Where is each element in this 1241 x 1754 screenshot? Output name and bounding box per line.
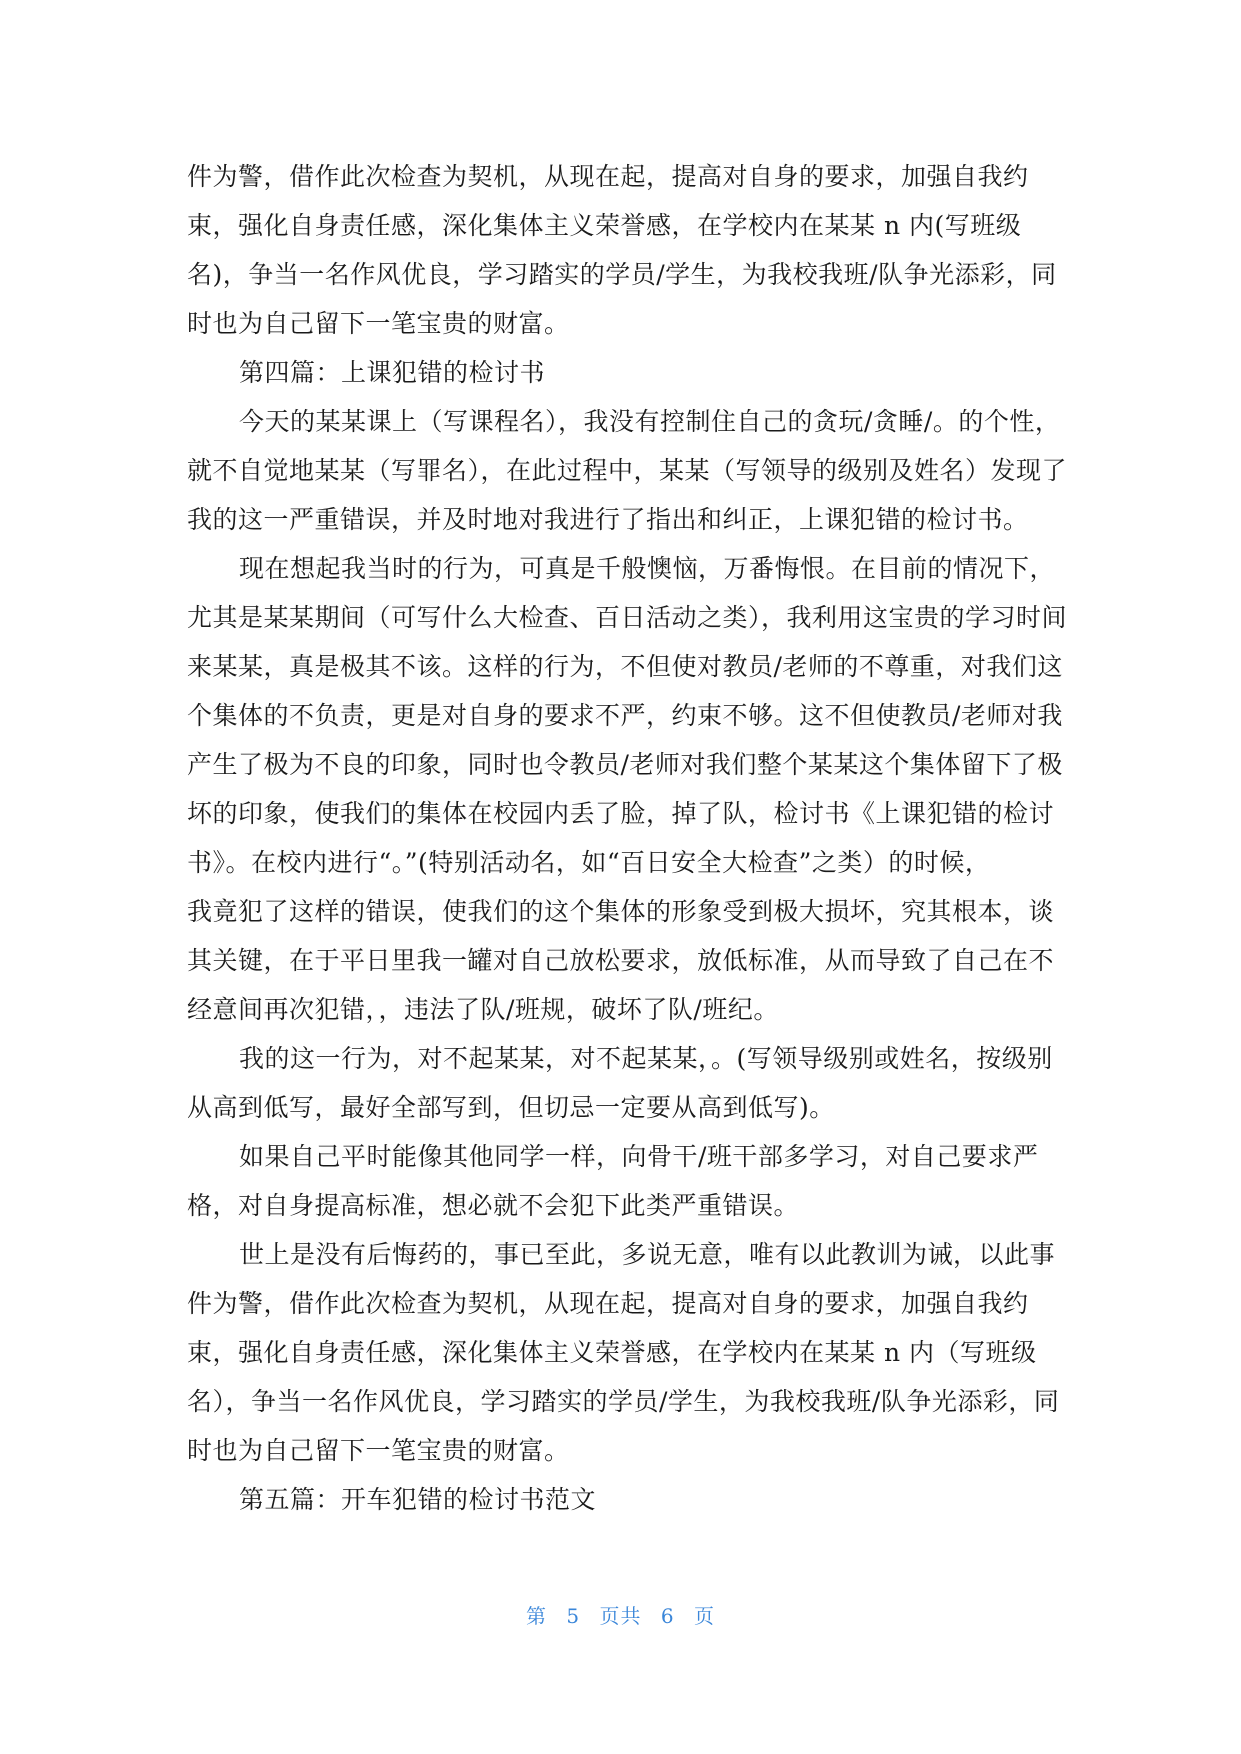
footer-middle: 页共 <box>599 1604 642 1628</box>
text-line: 经意间再次犯错，，违法了队/班规，破坏了队/班纪。 <box>187 995 779 1024</box>
text-line: 从高到低写，最好全部写到，但切忌一定要从高到低写)。 <box>187 1093 835 1122</box>
page-footer <box>0 1600 1241 1629</box>
footer-current-page: 5 <box>566 1604 581 1628</box>
text-line: 我的这一行为，对不起某某，对不起某某，。(写领导级别或姓名，按级别 <box>239 1044 1053 1073</box>
text-line: 时也为自己留下一笔宝贵的财富。 <box>187 309 570 338</box>
text-line: 来某某，真是极其不该。这样的行为，不但使对教员/老师的不尊重，对我们这 <box>187 652 1063 681</box>
text-line: 名)，争当一名作风优良，学习踏实的学员/学生，为我校我班/队争光添彩，同 <box>187 260 1057 289</box>
text-line: 束，强化自身责任感，深化集体主义荣誉感，在学校内在某某 n 内（写班级 <box>187 1338 1037 1367</box>
text-line: 我竟犯了这样的错误，使我们的这个集体的形象受到极大损坏，究其根本，谈 <box>187 897 1055 926</box>
text-line: 第四篇：上课犯错的检讨书 <box>239 358 546 387</box>
text-line: 世上是没有后悔药的，事已至此，多说无意，唯有以此教训为诫，以此事 <box>239 1240 1056 1269</box>
text-line: 个集体的不负责，更是对自身的要求不严，约束不够。这不但使教员/老师对我 <box>187 701 1063 730</box>
document-body <box>187 152 1068 1524</box>
text-line: 名），争当一名作风优良，学习踏实的学员/学生，为我校我班/队争光添彩，同 <box>187 1387 1060 1416</box>
text-line: 束，强化自身责任感，深化集体主义荣誉感，在学校内在某某 n 内(写班级 <box>187 211 1022 240</box>
text-line: 产生了极为不良的印象，同时也令教员/老师对我们整个某某这个集体留下了极 <box>187 750 1063 779</box>
text-line: 件为警，借作此次检查为契机，从现在起，提高对自身的要求，加强自我约 <box>187 1289 1029 1318</box>
text-line: 其关键，在于平日里我一罐对自己放松要求，放低标准，从而导致了自己在不 <box>187 946 1055 975</box>
text-line: 书》。在校内进行“。”(特别活动名，如“百日安全大检查”之类）的时候， <box>187 848 991 877</box>
text-line: 今天的某某课上（写课程名），我没有控制住自己的贪玩/贪睡/。的个性， <box>239 407 1061 436</box>
text-line: 格，对自身提高标准，想必就不会犯下此类严重错误。 <box>187 1191 800 1220</box>
text-line: 件为警，借作此次检查为契机，从现在起，提高对自身的要求，加强自我约 <box>187 162 1029 191</box>
text-line: 第五篇：开车犯错的检讨书范文 <box>239 1485 597 1514</box>
footer-prefix: 第 <box>526 1604 548 1628</box>
text-line: 如果自己平时能像其他同学一样，向骨干/班干部多学习，对自己要求严 <box>239 1142 1039 1171</box>
text-line: 我的这一严重错误，并及时地对我进行了指出和纠正，上课犯错的检讨书。 <box>187 505 1029 534</box>
text-line: 时也为自己留下一笔宝贵的财富。 <box>187 1436 570 1465</box>
footer-suffix: 页 <box>693 1604 715 1628</box>
text-line: 坏的印象，使我们的集体在校园内丢了脸，掉了队，检讨书《上课犯错的检讨 <box>187 799 1055 828</box>
text-line: 现在想起我当时的行为，可真是千般懊恼，万番悔恨。在目前的情况下， <box>239 554 1056 583</box>
text-line: 尤其是某某期间（可写什么大检查、百日活动之类），我利用这宝贵的学习时间 <box>187 603 1068 632</box>
footer-total-pages: 6 <box>660 1604 675 1628</box>
text-line: 就不自觉地某某（写罪名），在此过程中，某某（写领导的级别及姓名）发现了 <box>187 456 1068 485</box>
